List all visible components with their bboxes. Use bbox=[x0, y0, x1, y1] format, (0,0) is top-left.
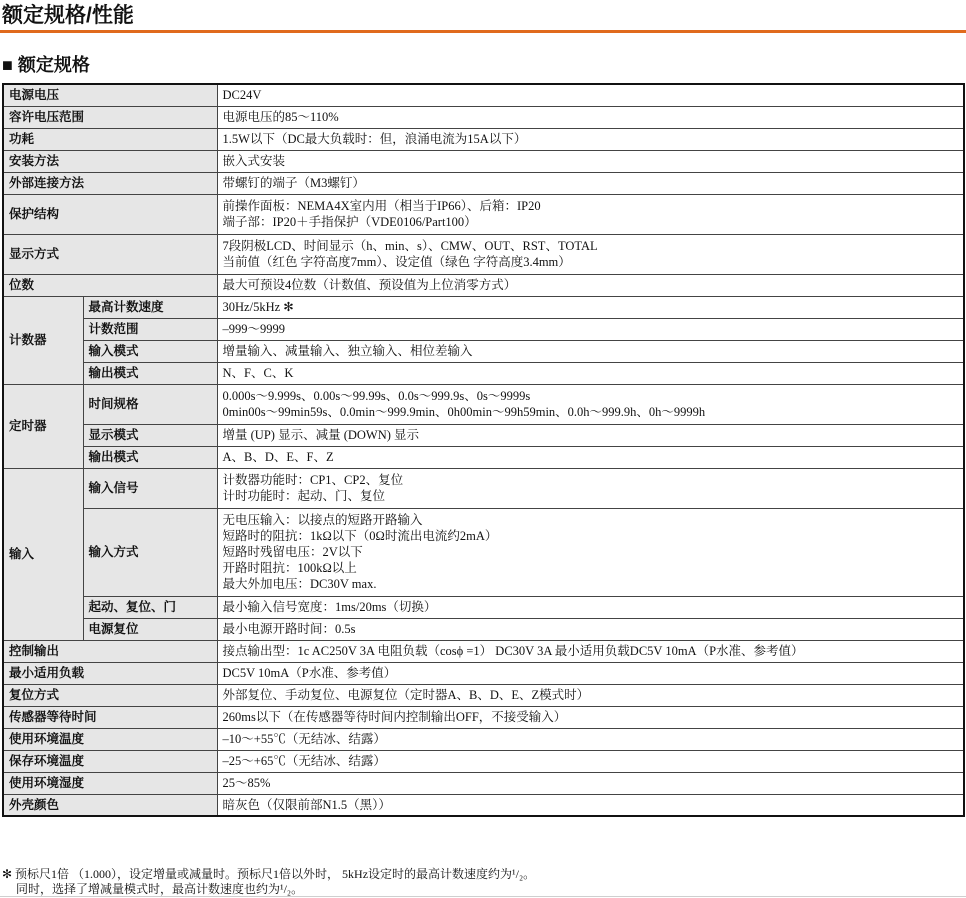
row-label: 保存环境温度 bbox=[3, 750, 217, 772]
row-label: 功耗 bbox=[3, 128, 217, 150]
value-line: 计数器功能时：CP1、CP2、复位 bbox=[222, 473, 404, 487]
table-row bbox=[3, 172, 964, 194]
row-value bbox=[217, 194, 964, 234]
row-label: 传感器等待时间 bbox=[3, 706, 217, 728]
table-row bbox=[3, 150, 964, 172]
table-row bbox=[3, 728, 964, 750]
row-label: 使用环境温度 bbox=[3, 728, 217, 750]
table-row bbox=[3, 274, 964, 296]
table-row bbox=[3, 106, 964, 128]
row-label: 输入方式 bbox=[83, 508, 217, 596]
row-value: A、B、D、E、F、Z bbox=[217, 446, 964, 468]
row-value bbox=[217, 384, 964, 424]
value-line: 当前值（红色 字符高度7mm）、设定值（绿色 字符高度3.4mm） bbox=[222, 255, 571, 269]
row-value: 嵌入式安装 bbox=[217, 150, 964, 172]
row-label: 控制输出 bbox=[3, 640, 217, 662]
group-label-timer: 定时器 bbox=[3, 384, 83, 468]
value-line: 无电压输入：以接点的短路开路输入 bbox=[222, 513, 423, 527]
value-line: 计时功能时：起动、门、复位 bbox=[222, 489, 386, 503]
row-label: 起动、复位、门 bbox=[83, 596, 217, 618]
group-label-input: 输入 bbox=[3, 468, 83, 640]
row-label: 外部连接方法 bbox=[3, 172, 217, 194]
table-row bbox=[3, 640, 964, 662]
row-value: –10～+55℃（无结冰、结露） bbox=[217, 728, 964, 750]
table-row bbox=[3, 662, 964, 684]
table-row bbox=[3, 362, 964, 384]
value-line: 开路时阻抗：100kΩ以上 bbox=[222, 561, 357, 575]
row-value: –999～9999 bbox=[217, 318, 964, 340]
row-label: 位数 bbox=[3, 274, 217, 296]
section-heading: ■ 额定规格 bbox=[2, 55, 90, 75]
table-row bbox=[3, 128, 964, 150]
row-value: 最小输入信号宽度：1ms/20ms（切换） bbox=[217, 596, 964, 618]
footnote-line: 同时，选择了增减量模式时，最高计数速度也约为¹/₂。 bbox=[16, 882, 304, 896]
table-row bbox=[3, 446, 964, 468]
group-label-counter: 计数器 bbox=[3, 296, 83, 384]
row-label: 输入模式 bbox=[83, 340, 217, 362]
table-row bbox=[3, 794, 964, 816]
row-label: 使用环境湿度 bbox=[3, 772, 217, 794]
row-value: 260ms以下（在传感器等待时间内控制输出OFF，不接受输入） bbox=[217, 706, 964, 728]
row-label: 输出模式 bbox=[83, 362, 217, 384]
table-row bbox=[3, 424, 964, 446]
page-title: 额定规格/性能 bbox=[2, 4, 134, 27]
title-divider bbox=[0, 30, 966, 33]
row-value: DC5V 10mA（P水准、参考值） bbox=[217, 662, 964, 684]
bottom-divider bbox=[0, 896, 966, 897]
row-label: 复位方式 bbox=[3, 684, 217, 706]
row-value: 最小电源开路时间：0.5s bbox=[217, 618, 964, 640]
spec-table bbox=[2, 83, 965, 817]
table-row bbox=[3, 508, 964, 596]
row-label: 时间规格 bbox=[83, 384, 217, 424]
table-row bbox=[3, 340, 964, 362]
row-value: –25～+65℃（无结冰、结露） bbox=[217, 750, 964, 772]
row-value bbox=[217, 234, 964, 274]
table-row bbox=[3, 618, 964, 640]
table-row bbox=[3, 384, 964, 424]
row-label: 输出模式 bbox=[83, 446, 217, 468]
table-row bbox=[3, 750, 964, 772]
row-value: 增量 (UP) 显示、减量 (DOWN) 显示 bbox=[217, 424, 964, 446]
row-label: 容许电压范围 bbox=[3, 106, 217, 128]
table-row bbox=[3, 684, 964, 706]
row-value: N、F、C、K bbox=[217, 362, 964, 384]
value-line: 短路时的阻抗：1kΩ以下（0Ω时流出电流约2mA） bbox=[222, 529, 498, 543]
value-line: 最大外加电压：DC30V max. bbox=[222, 577, 377, 591]
table-row bbox=[3, 468, 964, 508]
row-value: 25～85% bbox=[217, 772, 964, 794]
value-line: 7段阴极LCD、时间显示（h、min、s）、CMW、OUT、RST、TOTAL bbox=[222, 239, 598, 253]
footnote-line: ✻ 预标尺1倍 （1.000），设定增量或减量时。预标尺1倍以外时， 5kHz设定时的最高计数速度约为¹/₂。 bbox=[2, 867, 536, 881]
row-value: 暗灰色（仅限前部N1.5（黑）） bbox=[217, 794, 964, 816]
row-label: 最小适用负载 bbox=[3, 662, 217, 684]
row-value: DC24V bbox=[217, 84, 964, 106]
row-label: 保护结构 bbox=[3, 194, 217, 234]
row-value: 接点输出型：1c AC250V 3A 电阻负载（cosϕ =1） DC30V 3A 最小适用负载DC5V 10mA（P水准、参考值） bbox=[217, 640, 964, 662]
row-value bbox=[217, 508, 964, 596]
row-label: 最高计数速度 bbox=[83, 296, 217, 318]
row-value: 30Hz/5kHz ✻ bbox=[217, 296, 964, 318]
row-value bbox=[217, 468, 964, 508]
row-label: 外壳颜色 bbox=[3, 794, 217, 816]
table-row bbox=[3, 234, 964, 274]
table-row bbox=[3, 596, 964, 618]
value-line: 端子部：IP20＋手指保护（VDE0106/Part100） bbox=[222, 215, 477, 229]
table-row bbox=[3, 296, 964, 318]
table-row bbox=[3, 706, 964, 728]
row-value: 电源电压的85～110% bbox=[217, 106, 964, 128]
value-line: 短路时残留电压：2V以下 bbox=[222, 545, 363, 559]
row-value: 带螺钉的端子（M3螺钉） bbox=[217, 172, 964, 194]
table-row bbox=[3, 194, 964, 234]
footnote bbox=[2, 867, 962, 897]
value-line: 0min00s～99min59s、0.0min～999.9min、0h00min～99h59min、0.0h～999.9h、0h～9999h bbox=[222, 405, 706, 419]
row-value: 增量输入、减量输入、独立输入、相位差输入 bbox=[217, 340, 964, 362]
value-line: 前操作面板：NEMA4X室内用（相当于IP66）、后箱：IP20 bbox=[222, 199, 541, 213]
value-line: 0.000s～9.999s、0.00s～99.99s、0.0s～999.9s、0s～9999s bbox=[222, 389, 531, 403]
row-label: 电源复位 bbox=[83, 618, 217, 640]
table-row bbox=[3, 84, 964, 106]
row-value: 最大可预设4位数（计数值、预设值为上位消零方式） bbox=[217, 274, 964, 296]
row-value: 外部复位、手动复位、电源复位（定时器A、B、D、E、Z模式时） bbox=[217, 684, 964, 706]
row-value: 1.5W以下（DC最大负载时：但，浪涌电流为15A以下） bbox=[217, 128, 964, 150]
row-label: 计数范围 bbox=[83, 318, 217, 340]
row-label: 输入信号 bbox=[83, 468, 217, 508]
row-label: 安装方法 bbox=[3, 150, 217, 172]
row-label: 显示方式 bbox=[3, 234, 217, 274]
table-row bbox=[3, 772, 964, 794]
table-row bbox=[3, 318, 964, 340]
row-label: 电源电压 bbox=[3, 84, 217, 106]
row-label: 显示模式 bbox=[83, 424, 217, 446]
